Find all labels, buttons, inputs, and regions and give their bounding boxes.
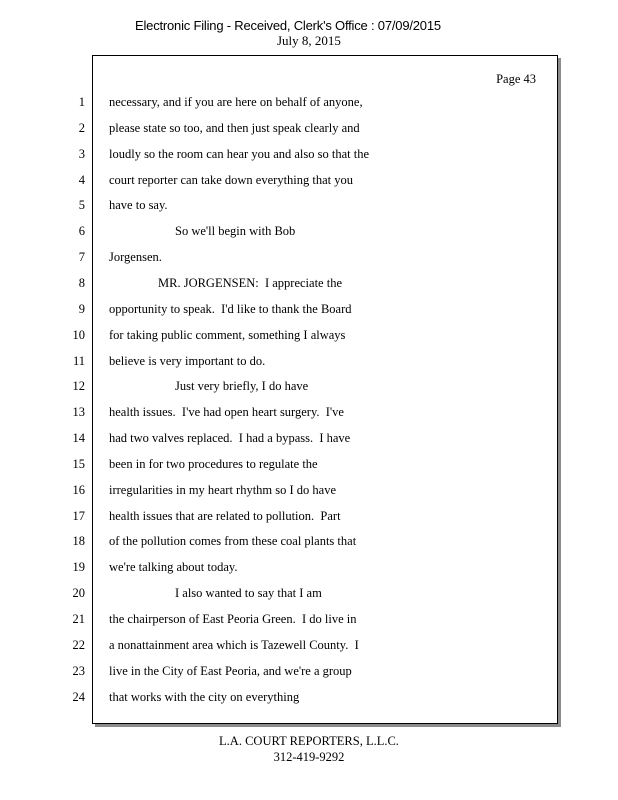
line-number: 9 <box>78 302 85 316</box>
transcript-line: a nonattainment area which is Tazewell County. I <box>109 638 359 652</box>
line-number: 19 <box>72 560 85 574</box>
line-number: 11 <box>72 354 85 368</box>
line-number: 15 <box>72 457 85 471</box>
line-number: 22 <box>72 638 85 652</box>
page-number: Page 43 <box>496 72 536 86</box>
transcript-line: irregularities in my heart rhythm so I do have <box>109 483 337 497</box>
transcript-line: Just very briefly, I do have <box>175 379 309 393</box>
line-number: 3 <box>78 147 85 161</box>
line-number: 8 <box>78 276 85 290</box>
transcript-line: believe is very important to do. <box>109 354 266 368</box>
transcript-line: loudly so the room can hear you and also so that the <box>109 147 370 161</box>
line-number: 5 <box>78 198 85 212</box>
transcript-line: that works with the city on everything <box>109 690 300 704</box>
line-number: 4 <box>78 173 85 187</box>
transcript-line: MR. JORGENSEN: I appreciate the <box>158 276 342 290</box>
line-number: 20 <box>72 586 85 600</box>
transcript-line: had two valves replaced. I had a bypass. I have <box>109 431 351 445</box>
transcript-line: necessary, and if you are here on behalf of anyone, <box>109 95 363 109</box>
transcript-line: the chairperson of East Peoria Green. I do live in <box>109 612 357 626</box>
line-number: 6 <box>78 224 85 238</box>
transcript-line: So we'll begin with Bob <box>175 224 296 238</box>
header-date: July 8, 2015 <box>277 33 341 48</box>
line-number: 24 <box>72 690 85 704</box>
line-number: 12 <box>72 379 85 393</box>
electronic-filing-stamp: Electronic Filing - Received, Clerk's Office : 07/09/2015 <box>135 18 441 33</box>
line-number: 16 <box>72 483 85 497</box>
transcript-line: opportunity to speak. I'd like to thank the Board <box>109 302 352 316</box>
line-number: 23 <box>72 664 85 678</box>
transcript-line: Jorgensen. <box>109 250 162 264</box>
line-number: 21 <box>72 612 85 626</box>
transcript-line: for taking public comment, something I always <box>109 328 346 342</box>
transcript-line: of the pollution comes from these coal plants that <box>109 534 357 548</box>
line-number: 18 <box>72 534 85 548</box>
line-number: 7 <box>78 250 85 264</box>
transcript-line: have to say. <box>109 198 168 212</box>
transcript-line: live in the City of East Peoria, and we're a group <box>109 664 352 678</box>
transcript-line: I also wanted to say that I am <box>175 586 322 600</box>
footer-phone: 312-419-9292 <box>273 750 345 764</box>
transcript-line: been in for two procedures to regulate the <box>109 457 318 471</box>
line-number: 13 <box>72 405 85 419</box>
line-number: 2 <box>78 121 85 135</box>
transcript-line: health issues. I've had open heart surgery. I've <box>109 405 344 419</box>
line-number: 10 <box>72 328 85 342</box>
transcript-line: we're talking about today. <box>109 560 238 574</box>
footer-company: L.A. COURT REPORTERS, L.L.C. <box>219 734 399 748</box>
line-number: 17 <box>72 509 85 523</box>
transcript-line: health issues that are related to pollution. Part <box>109 509 341 523</box>
line-number: 1 <box>78 95 85 109</box>
line-number: 14 <box>72 431 85 445</box>
transcript-line: please state so too, and then just speak clearly and <box>109 121 360 135</box>
transcript-line: court reporter can take down everything that you <box>109 173 354 187</box>
